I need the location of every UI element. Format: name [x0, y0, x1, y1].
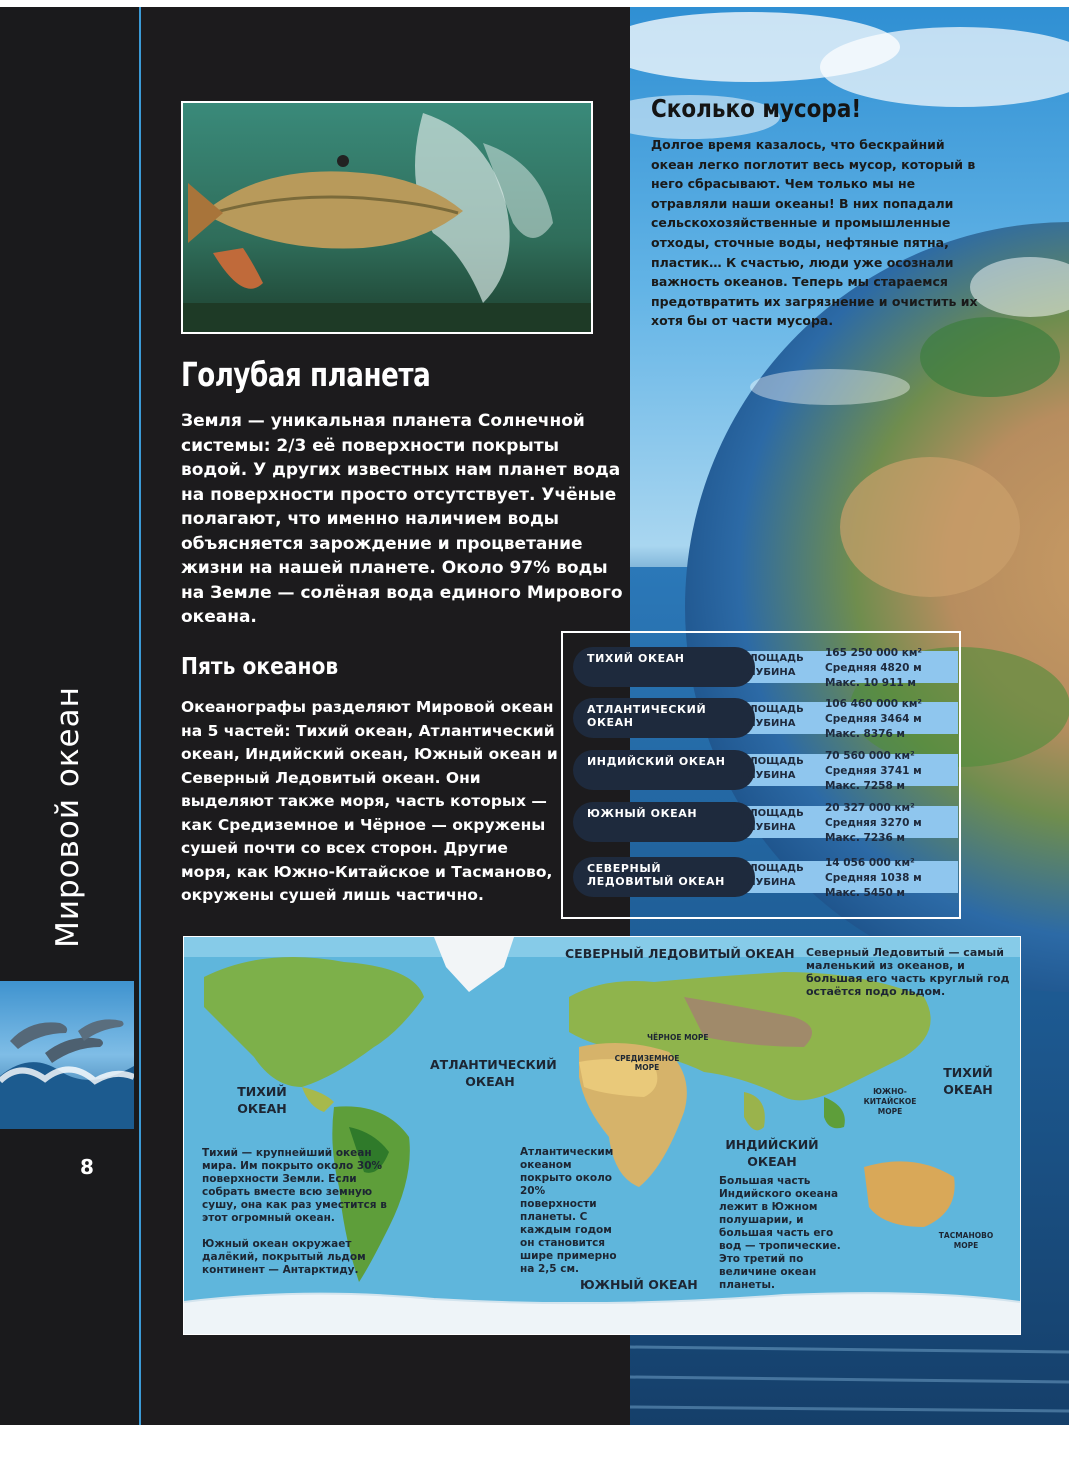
southern-ocean-label: ЮЖНЫЙ ОКЕАН	[580, 1277, 698, 1292]
arctic-note: Северный Ледовитый — самый маленький из океанов, и большая его часть круглый год остаётся подо льдом.	[806, 946, 1010, 998]
depth-key: ГЛУБИНА	[741, 822, 796, 833]
row-values	[825, 856, 922, 901]
five-oceans-heading: Пять океанов	[181, 654, 339, 680]
row-values	[825, 646, 922, 691]
table-row	[573, 647, 958, 687]
trash-heading: Сколько мусора!	[651, 94, 862, 123]
atlantic-note: Атлантическим океаном покрыто около 20% поверхности планеты. С каждым годом он становится шире примерно на 2,5 см.	[520, 1146, 617, 1275]
max-depth-value: Макс. 7258 м	[825, 780, 905, 792]
pacific-ocean-label-left: ТИХИЙ ОКЕАН	[237, 1084, 287, 1116]
page-number: 8	[80, 1155, 94, 1179]
area-key: ПЛОЩАДЬ	[741, 863, 804, 874]
sidebar-divider	[139, 7, 141, 1425]
table-row	[573, 698, 958, 738]
max-depth-value: Макс. 8376 м	[825, 728, 905, 740]
row-values	[825, 801, 922, 846]
mediterranean-sea-label: СРЕДИЗЕМНОЕ МОРЕ	[614, 1054, 680, 1072]
fish-plastic-photo	[181, 101, 593, 334]
indian-ocean-label: ИНДИЙСКИЙ ОКЕАН	[725, 1137, 819, 1169]
table-row	[573, 802, 958, 842]
depth-key: ГЛУБИНА	[741, 877, 796, 888]
book-page	[0, 7, 1069, 1425]
section-title: Мировой океан	[50, 686, 86, 948]
area-value: 70 560 000 км²	[825, 750, 915, 762]
ocean-name: ТИХИЙ ОКЕАН	[587, 652, 685, 665]
blue-planet-text: Земля — уникальная планета Солнечной системы: 2/3 её поверхности покрыты водой. У других известных нам планет вода на поверхности просто отсутствует. Учёные полагают, что именно наличием воды объясняется зарождение и процветание жизни на нашей планете. Около 97% воды на Земле — солёная вода единого Мирового океана.	[181, 411, 623, 627]
row-values	[825, 749, 922, 794]
area-key: ПЛОЩАДЬ	[741, 704, 804, 715]
area-value: 106 460 000 км²	[825, 698, 923, 710]
pacific-ocean-label-right: ТИХИЙ ОКЕАН	[943, 1065, 993, 1097]
max-depth-value: Макс. 5450 м	[825, 887, 905, 899]
area-key: ПЛОЩАДЬ	[741, 808, 804, 819]
table-row	[573, 750, 958, 790]
world-map	[183, 936, 1021, 1335]
avg-depth-value: Средняя 1038 м	[825, 872, 922, 884]
area-key: ПЛОЩАДЬ	[741, 756, 804, 767]
tasman-sea-label: ТАСМАНОВО МОРЕ	[938, 1231, 994, 1250]
max-depth-value: Макс. 7236 м	[825, 832, 905, 844]
area-value: 165 250 000 км²	[825, 647, 923, 659]
row-keys	[741, 652, 804, 680]
south-china-sea-label: ЮЖНО-КИТАЙСКОЕ МОРЕ	[863, 1087, 917, 1116]
oceans-table	[561, 631, 961, 919]
depth-key: ГЛУБИНА	[741, 667, 796, 678]
ocean-name: ЮЖНЫЙ ОКЕАН	[587, 807, 698, 820]
arctic-ocean-label: СЕВЕРНЫЙ ЛЕДОВИТЫЙ ОКЕАН	[565, 946, 795, 961]
atlantic-ocean-label: АТЛАНТИЧЕСКИЙ ОКЕАН	[430, 1057, 557, 1089]
area-value: 14 056 000 км²	[825, 857, 915, 869]
trash-text: Долгое время казалось, что бескрайний океан легко поглотит весь мусор, который в него сбрасывают. Чем только мы не отравляли наши океаны! В них попадали сельскохозяйственные и промышленные отходы, сточные воды, нефтяные пятна, пластик… К счастью, люди уже осознали важность океанов. Теперь мы стараемся предотвратить их загрязнение и очистить их хотя бы от части мусора.	[651, 137, 978, 329]
indian-note: Большая часть Индийского океана лежит в Южном полушарии, и большая часть его вод — тропические. Это третий по величине океан планеты.	[719, 1175, 841, 1291]
depth-key: ГЛУБИНА	[741, 770, 796, 781]
depth-key: ГЛУБИНА	[741, 718, 796, 729]
southern-note: Южный океан окружает далёкий, покрытый льдом континент — Антарктиду.	[202, 1238, 366, 1276]
five-oceans-text: Океанографы разделяют Мировой океан на 5 частей: Тихий океан, Атлантический океан, Индийский океан, Южный океан и Северный Ледовитый океан. Они выделяют также моря, часть которых — как Средиземное и Чёрное — окружены сушей почти со всех сторон. Другие моря, как Южно-Китайское и Тасманово, окружены сушей лишь частично.	[181, 698, 558, 904]
row-values	[825, 697, 922, 742]
row-keys	[741, 703, 804, 731]
row-keys	[741, 862, 804, 890]
avg-depth-value: Средняя 3270 м	[825, 817, 922, 829]
max-depth-value: Макс. 10 911 м	[825, 677, 916, 689]
row-keys	[741, 755, 804, 783]
avg-depth-value: Средняя 4820 м	[825, 662, 922, 674]
row-keys	[741, 807, 804, 835]
ocean-name: АТЛАНТИЧЕСКИЙ ОКЕАН	[587, 703, 707, 729]
avg-depth-value: Средняя 3464 м	[825, 713, 922, 725]
ocean-name: ИНДИЙСКИЙ ОКЕАН	[587, 755, 726, 768]
dolphins-photo	[0, 981, 134, 1129]
black-sea-label: ЧЁРНОЕ МОРЕ	[647, 1033, 709, 1042]
table-row	[573, 857, 958, 897]
area-value: 20 327 000 км²	[825, 802, 915, 814]
blue-planet-heading: Голубая планета	[181, 355, 431, 394]
pacific-note: Тихий — крупнейший океан мира. Им покрыто около 30% поверхности Земли. Если собрать вместе всю земную сушу, она как раз уместится в этот огромный океан.	[202, 1147, 387, 1224]
area-key: ПЛОЩАДЬ	[741, 653, 804, 664]
avg-depth-value: Средняя 3741 м	[825, 765, 922, 777]
ocean-name: СЕВЕРНЫЙ ЛЕДОВИТЫЙ ОКЕАН	[587, 862, 725, 888]
